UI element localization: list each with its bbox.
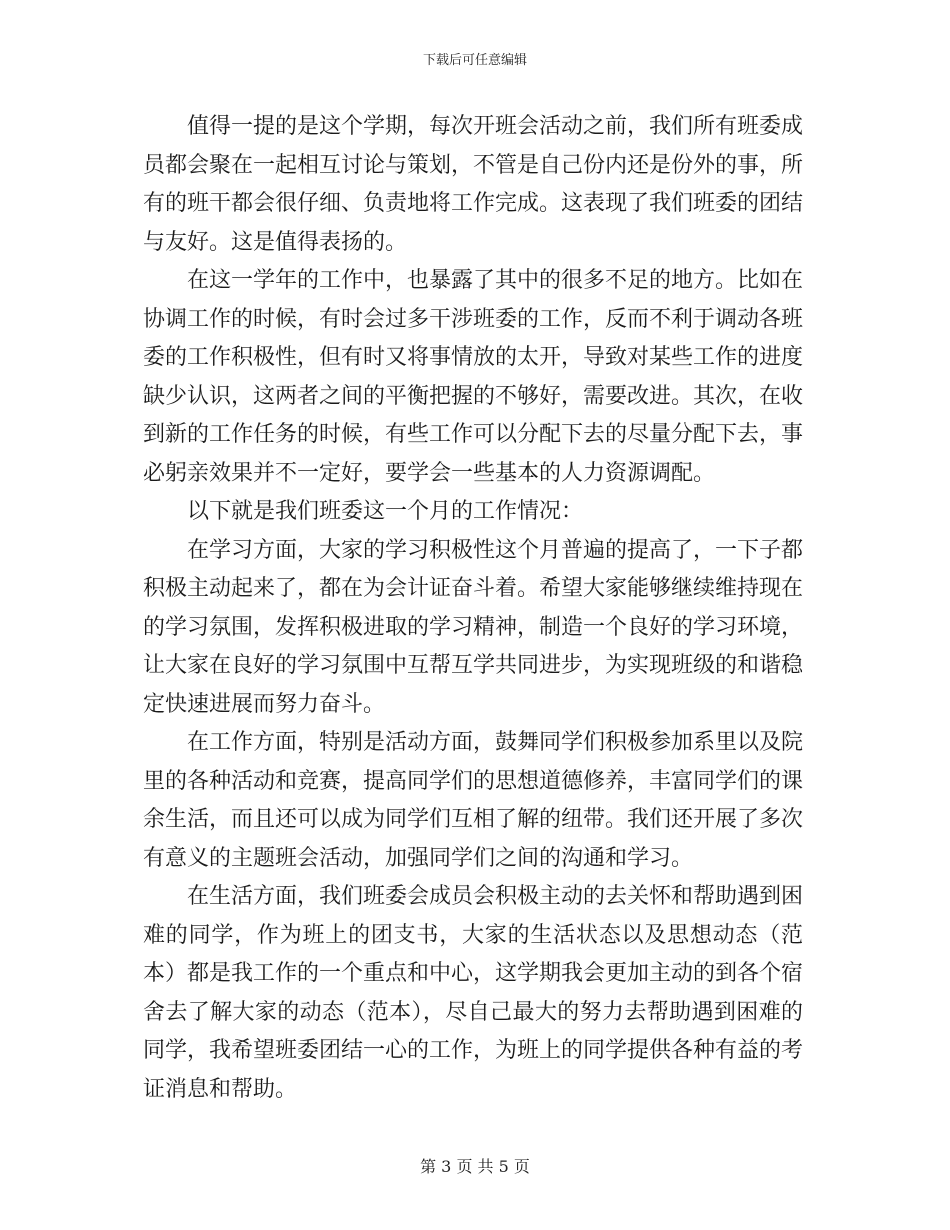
paragraph-4: 在学习方面，大家的学习积极性这个月普遍的提高了，一下子都积极主动起来了，都在为会计证奋斗着。希望大家能够继续维持现在的学习氛围，发挥积极进取的学习精神，制造一个良好的学习环境，让大家在良好的学习氛围中互帮互学共同进步，为实现班级的和谐稳定快速进展而努力奋斗。 <box>143 537 804 717</box>
paragraph-3: 以下就是我们班委这一个月的工作情况： <box>187 499 584 524</box>
paragraph-5: 在工作方面，特别是活动方面，鼓舞同学们积极参加系里以及院里的各种活动和竞赛，提高同学们的思想道德修养，丰富同学们的课余生活，而且还可以成为同学们互相了解的纽带。我们还开展了多次有意义的主题班会活动，加强同学们之间的沟通和学习。 <box>143 730 804 871</box>
paragraph-2: 在这一学年的工作中，也暴露了其中的很多不足的地方。比如在协调工作的时候，有时会过多干涉班委的工作，反而不利于调动各班委的工作积极性，但有时又将事情放的太开，导致对某些工作的进度缺少认识，这两者之间的平衡把握的不够好，需要改进。其次，在收到新的工作任务的时候，有些工作可以分配下去的尽量分配下去，事必躬亲效果并不一定好，要学会一些基本的人力资源调配。 <box>143 268 804 486</box>
paragraph-1: 值得一提的是这个学期，每次开班会活动之前，我们所有班委成员都会聚在一起相互讨论与策划，不管是自己份内还是份外的事，所有的班干都会很仔细、负责地将工作完成。这表现了我们班委的团结与友好。这是值得表扬的。 <box>143 114 804 255</box>
paragraph-6: 在生活方面，我们班委会成员会积极主动的去关怀和帮助遇到困难的同学，作为班上的团支书，大家的生活状态以及思想动态（范本）都是我工作的一个重点和中心，这学期我会更加主动的到各个宿舍去了解大家的动态（范本），尽自己最大的努力去帮助遇到困难的同学，我希望班委团结一心的工作，为班上的同学提供各种有益的考证消息和帮助。 <box>143 884 804 1102</box>
page-header: 下载后可任意编辑 <box>422 53 527 68</box>
document-body <box>143 108 803 1109</box>
page-footer: 第 3 页 共 5 页 <box>420 1157 530 1176</box>
